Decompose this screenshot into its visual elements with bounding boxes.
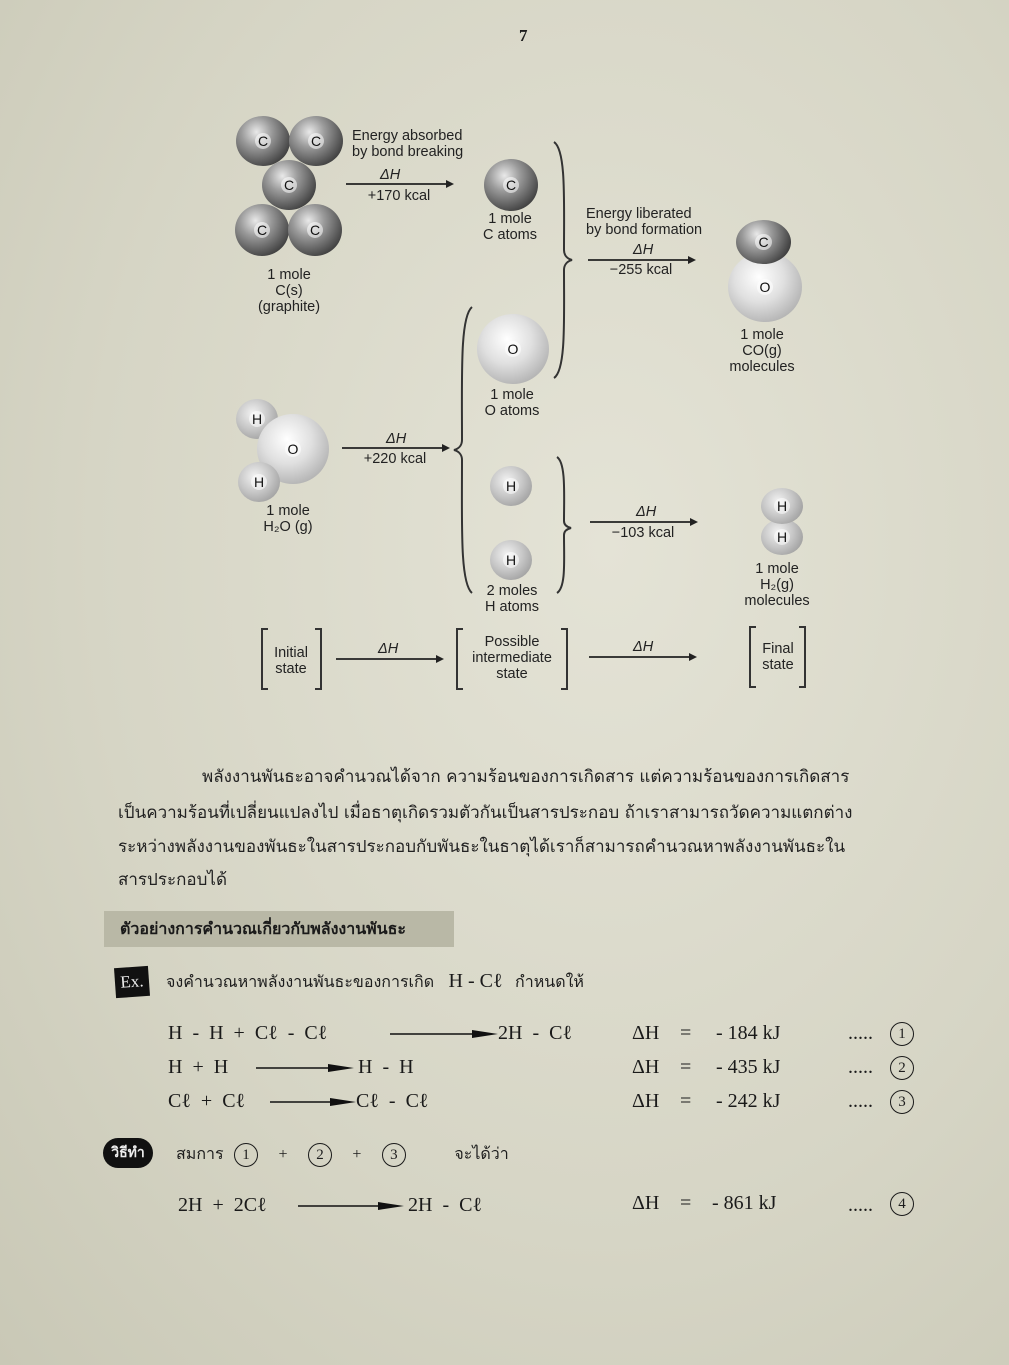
equation-number: 4 (890, 1192, 914, 1216)
equals-sign: = (680, 1090, 692, 1112)
intermediate-state-label: Possible intermediate state (472, 634, 552, 682)
final-state-label: Final state (762, 641, 794, 673)
method-text: สมการ (176, 1144, 224, 1163)
initial-state-label: Initial state (274, 645, 308, 677)
delta-h-c-value: +170 kcal (367, 188, 431, 204)
carbon-atom: C (236, 116, 290, 166)
dots: ..... (848, 1194, 873, 1216)
equation-number: 3 (382, 1143, 406, 1167)
arrow-right-icon (256, 1062, 356, 1074)
equals-sign: = (680, 1056, 692, 1078)
equation-reactants: Cℓ + Cℓ (168, 1090, 246, 1112)
question-suffix: กำหนดให้ (515, 972, 584, 991)
delta-h-value: - 184 kJ (716, 1022, 781, 1044)
carbon-atom: C (289, 116, 343, 166)
page-number: 7 (519, 26, 528, 45)
arrow-right-icon (298, 1200, 406, 1212)
left-brace-icon (452, 305, 474, 595)
delta-h-label: ΔH (633, 242, 654, 258)
carbon-atom: C (736, 220, 791, 264)
hydrogen-atom: H (761, 488, 803, 524)
bracket-right (799, 626, 806, 688)
equation-number: 1 (234, 1143, 258, 1167)
paragraph-line: พลังงานพันธะอาจคำนวณได้จาก ความร้อนของการเกิดสาร แต่ความร้อนของการเกิดสาร (202, 767, 850, 787)
delta-h-co-value: −255 kcal (609, 262, 673, 278)
equation-number: 2 (890, 1056, 914, 1080)
carbon-atom: C (288, 204, 342, 256)
equation-products: Cℓ - Cℓ (356, 1090, 429, 1112)
equation-products: 2H - Cℓ (408, 1194, 483, 1216)
hydrogen-atom: H (238, 462, 280, 502)
plus-sign: + (278, 1146, 288, 1163)
arrow-right-icon (270, 1096, 356, 1108)
equation-products: H - H (358, 1056, 414, 1078)
equation-number: 2 (308, 1143, 332, 1167)
o-atoms-label: 1 mole O atoms (484, 387, 540, 419)
method-line (176, 1142, 509, 1167)
dots: ..... (848, 1090, 873, 1112)
hydrogen-atom: H (236, 399, 278, 439)
arrow-right-icon (390, 1028, 500, 1040)
bracket-right (561, 628, 568, 690)
co-label: 1 mole CO(g) molecules (729, 327, 795, 375)
result-text: จะได้ว่า (454, 1144, 509, 1163)
equals-sign: = (680, 1192, 692, 1214)
water-label: 1 mole H₂O (g) (263, 503, 313, 535)
energy-absorbed-label: Energy absorbed by bond breaking (352, 128, 464, 160)
delta-h-label: ΔH (386, 431, 407, 447)
arrow-right-icon (589, 651, 699, 663)
paragraph-line: ระหว่างพลังงานของพันธะในสารประกอบกับพันธะในธาตุได้เราก็สามารถคำนวณหาพลังงานพันธะใน (118, 837, 846, 857)
equation-number: 3 (890, 1090, 914, 1114)
equation-products: 2H - Cℓ (498, 1022, 573, 1044)
method-badge: วิธีทำ (103, 1138, 153, 1168)
carbon-atom: C (262, 160, 316, 210)
delta-h-value: - 435 kJ (716, 1056, 781, 1078)
delta-h-label: ΔH (378, 641, 399, 657)
delta-h-label: ΔH (636, 504, 657, 520)
carbon-atom: C (484, 159, 538, 211)
plus-sign: + (352, 1146, 362, 1163)
equation-reactants: 2H + 2Cℓ (178, 1194, 267, 1216)
hydrogen-atom: H (761, 519, 803, 555)
delta-h-symbol: ΔH (632, 1022, 660, 1044)
hydrogen-atom: H (490, 466, 532, 506)
energy-liberated-label: Energy liberated by bond formation (586, 206, 703, 238)
h-atoms-label: 2 moles H atoms (485, 583, 539, 615)
question-text: จงคำนวณหาพลังงานพันธะของการเกิด (166, 972, 435, 991)
delta-h-label: ΔH (380, 167, 401, 183)
delta-h-value: - 242 kJ (716, 1090, 781, 1112)
delta-h-symbol: ΔH (632, 1090, 660, 1112)
right-brace-icon (552, 140, 574, 380)
hydrogen-atom: H (490, 540, 532, 580)
delta-h-label: ΔH (633, 639, 654, 655)
question-formula: H - Cℓ (448, 970, 503, 992)
delta-h-value: - 861 kJ (712, 1192, 777, 1214)
oxygen-atom: O (477, 314, 549, 384)
oxygen-atom: O (728, 252, 802, 322)
dots: ..... (848, 1056, 873, 1078)
dots: ..... (848, 1022, 873, 1044)
example-question (166, 970, 584, 995)
delta-h-symbol: ΔH (632, 1192, 660, 1214)
bracket-right (315, 628, 322, 690)
right-brace-icon (555, 455, 573, 595)
equals-sign: = (680, 1022, 692, 1044)
equation-number: 1 (890, 1022, 914, 1046)
paragraph-line: สารประกอบได้ (118, 870, 227, 890)
example-badge: Ex. (114, 966, 150, 998)
equation-reactants: H - H + Cℓ - Cℓ (168, 1022, 328, 1044)
delta-h-symbol: ΔH (632, 1056, 660, 1078)
paragraph-line: เป็นความร้อนที่เปลี่ยนแปลงไป เมื่อธาตุเกิดรวมตัวกันเป็นสารประกอบ ถ้าเราสามารถวัดความแตกต่าง (118, 803, 853, 823)
arrow-right-icon (336, 653, 446, 665)
graphite-label: 1 mole C(s) (graphite) (257, 267, 321, 315)
delta-h-h2-value: −103 kcal (611, 525, 675, 541)
c-atoms-label: 1 mole C atoms (483, 211, 537, 243)
section-heading: ตัวอย่างการคำนวณเกี่ยวกับพลังงานพันธะ (104, 911, 454, 947)
oxygen-atom: O (257, 414, 329, 484)
equation-reactants: H + H (168, 1056, 229, 1078)
delta-h-water-value: +220 kcal (363, 451, 427, 467)
h2-label: 1 mole H₂(g) molecules (744, 561, 810, 609)
carbon-atom: C (235, 204, 289, 256)
